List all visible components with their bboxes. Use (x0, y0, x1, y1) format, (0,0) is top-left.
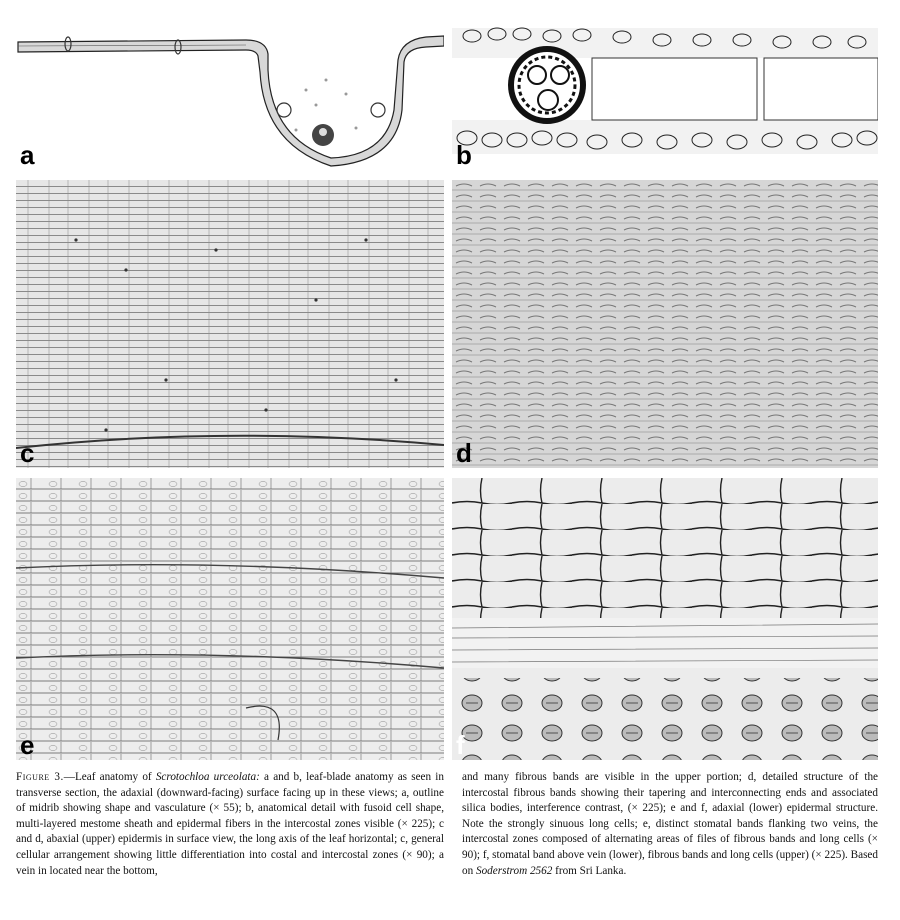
panel-b (452, 10, 878, 170)
panel-a (16, 10, 444, 170)
caption-right-text: and many fibrous bands are visible in the upper portion; d, detailed structure of the intercostal fibrous bands showing their tapering and interconnecting ends and associated silica bodies, interference contrast, (× 225); e and f, adaxial (lower) epidermal structure. Note the strongly sinuous long cells; e, distinct stomatal bands flanking two veins, the intercostal zones composed of alternating areas of files of fibrous bands and long cells (× 90); f, stomatal band above vein (lower), fibrous bands and long cells (upper) (× 225). Based on (462, 771, 878, 877)
caption-intro: Leaf anatomy of (74, 771, 156, 783)
panel-a-label: a (20, 140, 35, 170)
abaxial-epidermis-micrograph (16, 180, 444, 468)
caption-tail: from Sri Lanka. (552, 864, 627, 877)
specimen-source: Soderstrom 2562 (475, 864, 553, 877)
midrib-outline-illustration (16, 10, 444, 170)
panel-f (452, 478, 878, 760)
caption-right-column (462, 770, 878, 879)
panel-e (16, 478, 444, 760)
caption-left-column (16, 770, 444, 879)
panel-d (452, 180, 878, 468)
figure-label: Figure 3. (16, 771, 64, 783)
adaxial-epidermis-micrograph (16, 478, 444, 760)
panel-f-label: f (456, 730, 465, 760)
panel-c (16, 180, 444, 468)
panel-e-label: e (20, 730, 35, 760)
panel-b-label: b (456, 140, 472, 170)
panel-d-label: d (456, 438, 472, 468)
caption-left-text: a and b, leaf-blade anatomy as seen in transverse section, the adaxial (downward-facing) surface facing up in these views; a, outline of midrib showing shape and vasculature (× 55); b, anatomical detail with fusoid cell shape, multi-layered mestome sheath and epidermal fibers in the intercostal zones visible (× 225); c and d, abaxial (upper) epidermis in surface view, the long axis of the leaf horizontal; c, general cellular arrangement showing little differentiation into costal and intercostal zones (× 90); a vein in located near the bottom, (16, 771, 444, 877)
panel-c-label: c (20, 438, 35, 468)
stomatal-band-micrograph (452, 478, 878, 760)
species-name: Scrotochloa urceolata: (155, 771, 260, 783)
figure-dash: — (63, 771, 75, 783)
transverse-section-illustration (452, 10, 878, 170)
fibrous-bands-micrograph (452, 180, 878, 468)
